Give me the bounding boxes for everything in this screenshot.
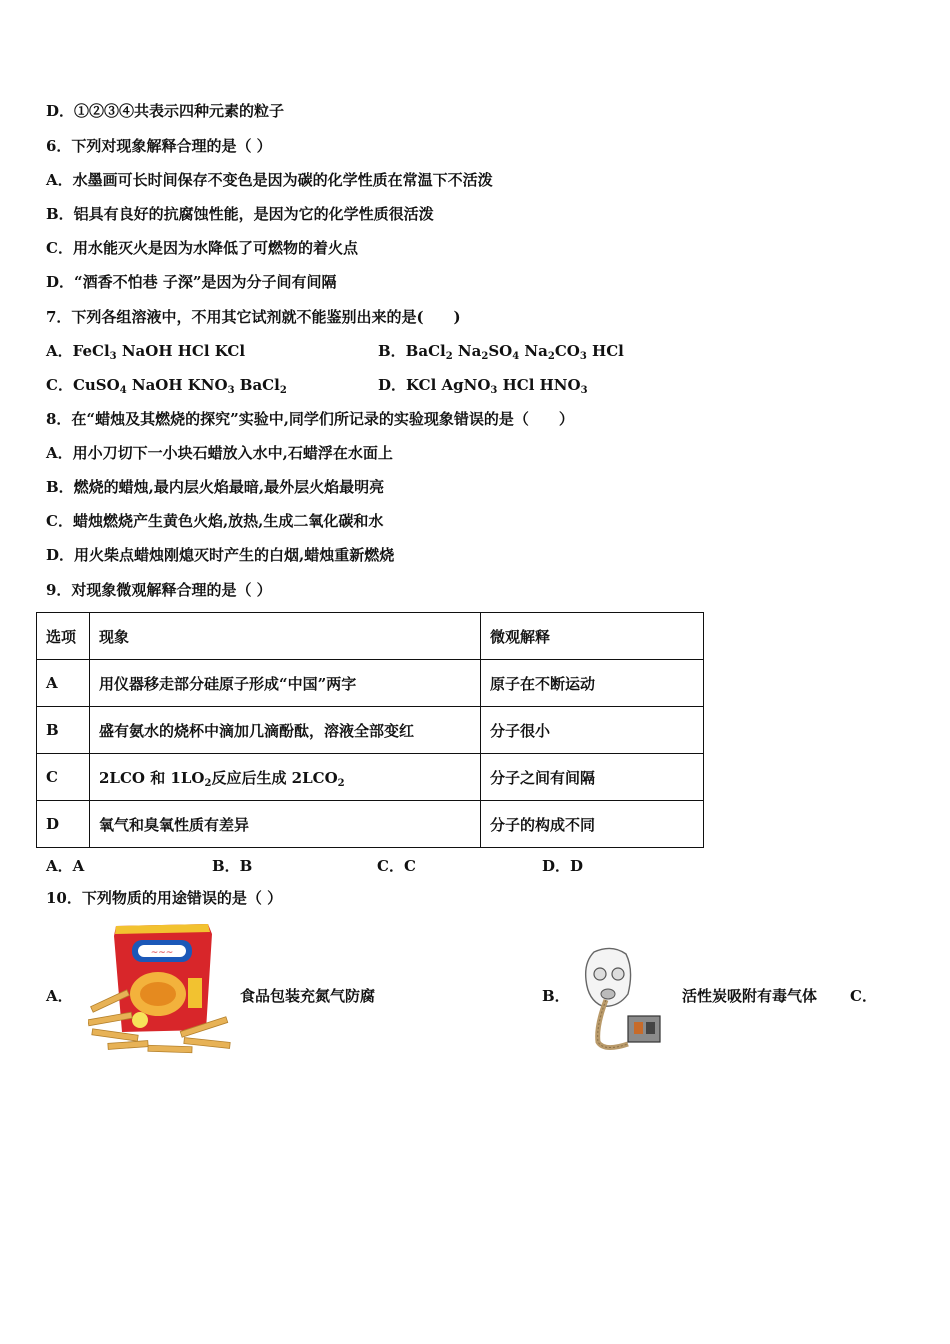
q7-option-a: A．FeCl$_3$ NaOH HCl KCl [46, 342, 246, 362]
table-cell: 微观解释 [481, 613, 704, 660]
q9-answer-b: B．B [212, 857, 253, 875]
q9-answer-c: C．C [377, 857, 416, 875]
table-cell: D [37, 801, 90, 848]
q6-stem: 6．下列对现象解释合理的是（ ） [46, 137, 272, 155]
snack-bag-image [88, 920, 234, 1058]
q9-answer-d: D．D [542, 857, 584, 875]
table-row [37, 801, 704, 848]
q7-option-b: B．BaCl$_2$ $Na_2SO_4$ $Na_2CO_3$ HCl [378, 342, 624, 362]
gas-mask-image [578, 946, 668, 1054]
q6-option-b: B．铝具有良好的抗腐蚀性能，是因为它的化学性质很活泼 [46, 205, 434, 223]
table-row [37, 707, 704, 754]
q9-table [36, 612, 704, 848]
q9-stem: 9．对现象微观解释合理的是（ ） [46, 581, 272, 599]
q5-option-d: D．①②③④共表示四种元素的粒子 [46, 102, 285, 120]
q10-stem: 10．下列物质的用途错误的是（ ） [46, 889, 283, 907]
q9-answer-a: A．A [46, 857, 85, 875]
table-cell: A [37, 660, 90, 707]
q6-option-a: A．水墨画可长时间保存不变色是因为碳的化学性质在常温下不活泼 [46, 171, 493, 189]
q10-option-b-text: 活性炭吸附有毒气体 [682, 987, 818, 1005]
q8-option-d: D．用火柴点蜡烛刚熄灭时产生的白烟,蜡烛重新燃烧 [46, 546, 395, 564]
table-cell: 原子在不断运动 [481, 660, 704, 707]
q6-option-d: D．“酒香不怕巷 子深”是因为分子间有间隔 [46, 273, 337, 291]
table-cell: 现象 [90, 613, 481, 660]
table-cell: 2LCO 和 $1LO_2$反应后生成 $2LCO_2$ [90, 754, 481, 801]
q6-option-c: C．用水能灭火是因为水降低了可燃物的着火点 [46, 239, 358, 257]
q8-option-b: B．燃烧的蜡烛,最内层火焰最暗,最外层火焰最明亮 [46, 478, 385, 496]
q8-stem: 8．在“蜡烛及其燃烧的探究”实验中,同学们所记录的实验现象错误的是（ ） [46, 410, 574, 428]
q7-option-c: C．CuSO$_4$ NaOH $KNO_3$ BaCl$_2$ [46, 376, 287, 396]
q10-option-b-letter: B． [542, 987, 570, 1005]
table-cell: C [37, 754, 90, 801]
q10-option-a-letter: A． [46, 987, 73, 1005]
q7-option-d: D．KCl AgNO$_3$ HCl $HNO_3$ [378, 376, 588, 396]
svg-text:~~~: ~~~ [150, 948, 174, 958]
table-cell: B [37, 707, 90, 754]
table-cell: 氧气和臭氧性质有差异 [90, 801, 481, 848]
table-cell: 分子很小 [481, 707, 704, 754]
table-row [37, 660, 704, 707]
table-cell: 用仪器移走部分硅原子形成“中国”两字 [90, 660, 481, 707]
table-cell: 选项 [37, 613, 90, 660]
q8-option-c: C．蜡烛燃烧产生黄色火焰,放热,生成二氧化碳和水 [46, 512, 384, 530]
table-header-row [37, 613, 704, 660]
q10-option-c-letter: C． [850, 987, 877, 1005]
table-cell: 分子之间有间隔 [481, 754, 704, 801]
q7-stem: 7．下列各组溶液中，不用其它试剂就不能鉴别出来的是( ) [46, 308, 461, 326]
q8-option-a: A．用小刀切下一小块石蜡放入水中,石蜡浮在水面上 [46, 444, 393, 462]
table-row [37, 754, 704, 801]
table-cell: 分子的构成不同 [481, 801, 704, 848]
q10-option-a-text: 食品包装充氮气防腐 [240, 987, 376, 1005]
table-cell: 盛有氨水的烧杯中滴加几滴酚酞，溶液全部变红 [90, 707, 481, 754]
